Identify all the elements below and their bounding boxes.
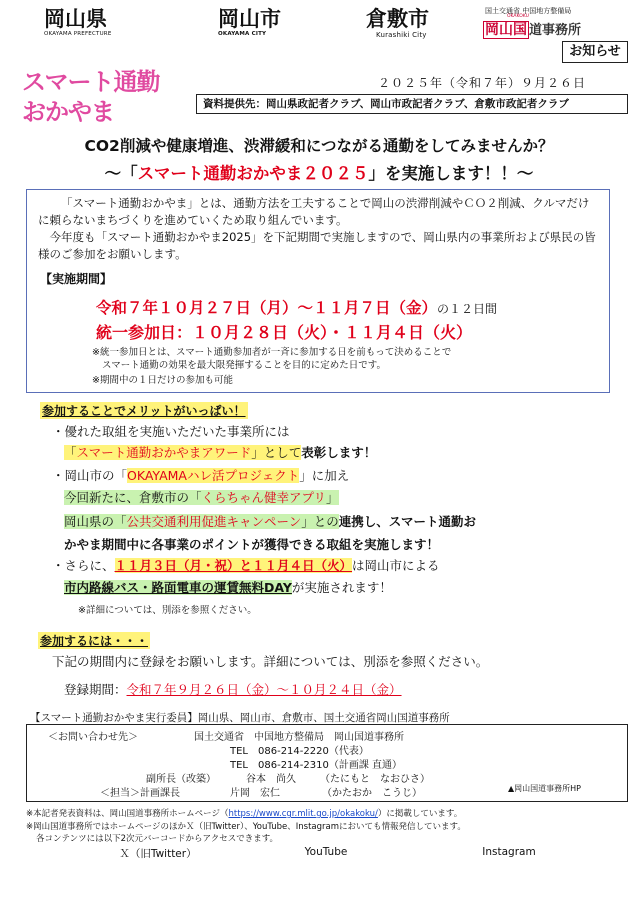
merit-note: ※詳細については、別添を参照ください。 [78,605,257,616]
intro-paragraph-2: 今年度も「スマート通勤おかやま2025」を下記期間で実施しますので、岡山県内の事業所および県民の皆様のご参加をお願いします。 [38,230,596,261]
release-date: ２０２５年（令和７年）９月２６日 [378,76,587,90]
period-range: 令和７年１０月２７日（月）～１１月７日（金）の１２日間 [96,299,498,317]
instagram-qr-code[interactable] [494,860,526,892]
kurashiki-emblem-icon [320,5,360,39]
merit-bullet-1-line2: 「スマート通勤おかやまアワード」として表彰します！ [64,445,377,460]
headline-line1: CO2削減や健康増進、渋滞緩和につながる通勤をしてみませんか？ [84,137,554,155]
mlit-okakoku-logo: 国土交通省 中国地方整備局 OKAKOKU 岡山国 道事務所 [455,5,635,41]
period-note-3: ※期間中の１日だけの参加も可能 [92,375,233,386]
unified-days: 統一参加日：１０月２８日（火）・１１月４日（火） [96,323,473,342]
contact-org: 国土交通省 中国地方整備局 岡山国道事務所 [194,732,404,743]
social-instagram-label: Instagram [482,846,536,858]
kurashiki-logo: 倉敷市 Kurashiki City [320,5,450,41]
merit-bullet-3-line2: 市内路線バス・路面電車の運賃無料DAYが実施されます！ [64,580,392,595]
headline-line2: ～「スマート通勤おかやま２０２５」を実施します！！～ [104,164,534,183]
registration-period: 登録期間：令和７年９月２６日（金）～１０月２４日（金） [64,682,402,697]
contact-person2-label: ＜担当＞計画課長 [100,788,180,799]
okayama-city-logo: 岡山市 OKAYAMA CITY [176,5,306,41]
merit-bullet-2-line4: かやま期間中に各事業のポイントが獲得できる取組を実施します！ [64,537,440,552]
press-clubs: 資料提供先：岡山県政記者クラブ、岡山市政記者クラブ、倉敷市政記者クラブ [196,94,628,114]
join-text: 下記の期間内に登録をお願いします。詳細については、別添を参照ください。 [52,654,489,669]
qr-caption: ▲岡山国道事務所HP [508,784,581,793]
merit-bullet-1-line1: ・優れた取組を実施いただいた事業所には [52,424,290,439]
merit-heading: 参加することでメリットがいっぱい！ [42,404,246,418]
pref-emblem-icon [6,8,36,38]
period-note-2: スマート通勤の効果を最大限発揮することを目的に定めた日です。 [102,360,387,371]
office-hp-qr-code[interactable] [521,729,555,763]
merit-bullet-2-line3: 岡山県の「公共交通利用促進キャンペーン」との連携し、スマート通勤お [64,514,477,529]
contact-person1-role: 副所長（改築） [146,774,216,785]
city-emblem-icon [176,5,208,37]
okakoku-name: 岡山国 道事務所 [485,22,582,38]
youtube-qr-code[interactable] [310,860,342,892]
merit-bullet-2-line1: ・岡山市の「OKAYAMAハレ活プロジェクト」に加え [52,468,350,483]
x-qr-code[interactable] [140,860,172,892]
social-x-label: Ｘ（旧Twitter） [119,848,197,860]
contact-person2-kana: （かたおか こうじ） [322,788,422,799]
mlit-emblem-icon [455,9,479,33]
intro-paragraph-1: 「スマート通勤おかやま」とは、通勤方法を工夫することで岡山の渋滞削減やＣＯ２削減、クルマだけに頼らないまちづくりを進めていくため取り組んでいます。 [38,196,590,227]
contact-person1-name: 谷本 尚久 [246,774,296,785]
footer-note-3: 各コンテンツには以下2次元バーコードからアクセスできます。 [36,834,279,844]
contact-label: ＜お問い合わせ先＞ [48,732,138,743]
period-note-1: ※統一参加日とは、スマート通勤参加者が一斉に参加する日を前もって決めることで [92,347,452,358]
contact-person2-name: 片岡 宏仁 [230,788,280,799]
join-heading: 参加するには・・・ [40,634,149,648]
notice-badge: お知らせ [562,41,628,63]
merit-bullet-2-line2: 今回新たに、倉敷市の「くらちゃん健幸アプリ」 [64,490,339,505]
office-hp-link[interactable]: https://www.cgr.mlit.go.jp/okakoku/ [228,809,378,819]
merit-bullet-3-line1: ・さらに、１１月３日（月・祝）と１１月４日（火）は岡山市による [52,558,440,573]
period-heading: 【実施期間】 [40,272,113,286]
campaign-logo: スマート通勤 おかやま 2025 [22,62,182,122]
peach-icon: 2025 [153,105,173,113]
okakoku-stamp-logo [80,748,126,782]
committee: 【スマート通勤おかやま実行委員】岡山県、岡山市、倉敷市、国土交通省岡山国道事務所 [30,712,450,724]
footer-note-1: ※本記者発表資料は、岡山国道事務所ホームページ（https://www.cgr.mlit.go.jp/okakoku/）に掲載しています。 [26,809,463,819]
okayama-pref-logo: 岡山県 OKAYAMA PREFECTURE [6,6,146,40]
contact-tel1: TEL 086-214-2220（代表） [230,746,369,757]
contact-person1-kana: （たにもと なおひさ） [320,774,430,785]
contact-tel2: TEL 086-214-2310（計画課 直通） [230,760,403,771]
footer-note-2: ※岡山国道事務所ではホームページのほかＸ（旧Twitter）、YouTube、Instagramにおいても情報発信しています。 [26,822,466,832]
social-youtube-label: YouTube [304,846,348,858]
